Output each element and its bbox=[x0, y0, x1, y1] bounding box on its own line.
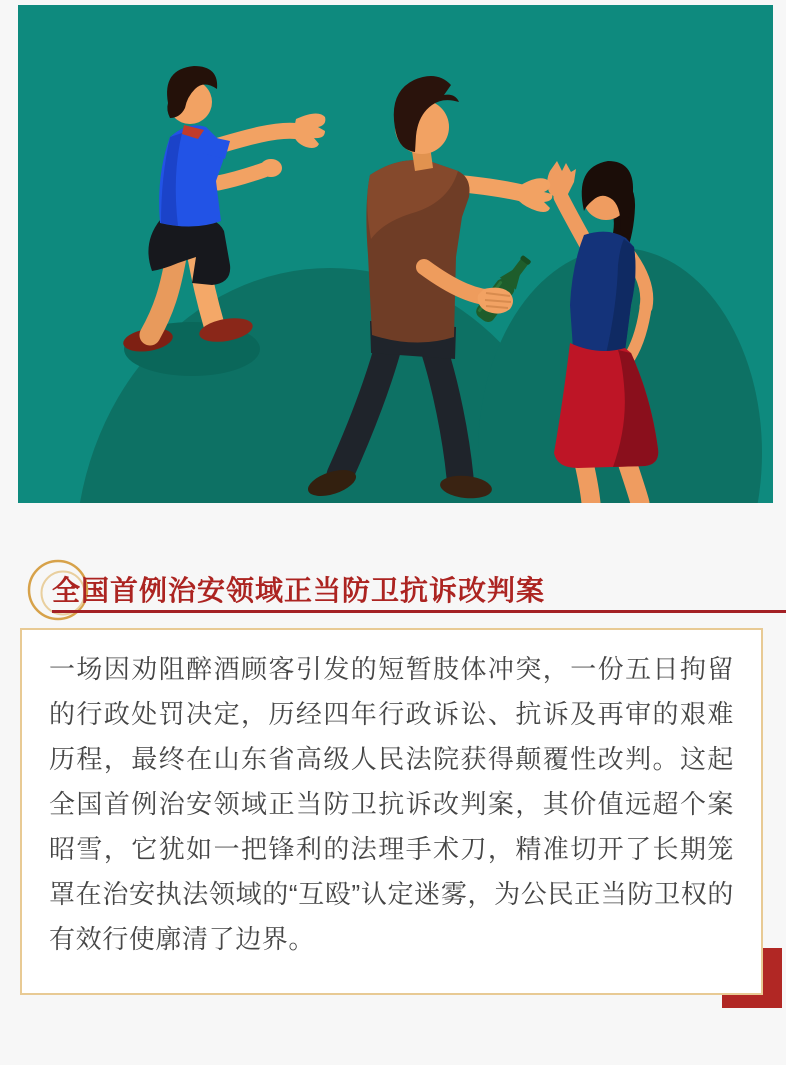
hero-illustration bbox=[18, 5, 773, 503]
article-paragraph: 一场因劝阻醉酒顾客引发的短暂肢体冲突，一份五日拘留的行政处罚决定，历经四年行政诉讼、抗诉及再审的艰难历程，最终在山东省高级人民法院获得颠覆性改判。这起全国首例治安领域正当防卫抗诉改判案，其价值远超个案昭雪，它犹如一把锋利的法理手术刀，精准切开了长期笼罩在治安执法领域的“互殴”认定迷雾，为公民正当防卫权的有效行使廓清了边界。 bbox=[49, 654, 734, 954]
title-underline bbox=[52, 610, 786, 613]
section-title: 全国首例治安领域正当防卫抗诉改判案 bbox=[52, 575, 546, 606]
bar-fight-illustration bbox=[18, 5, 773, 503]
article-box bbox=[20, 628, 763, 995]
